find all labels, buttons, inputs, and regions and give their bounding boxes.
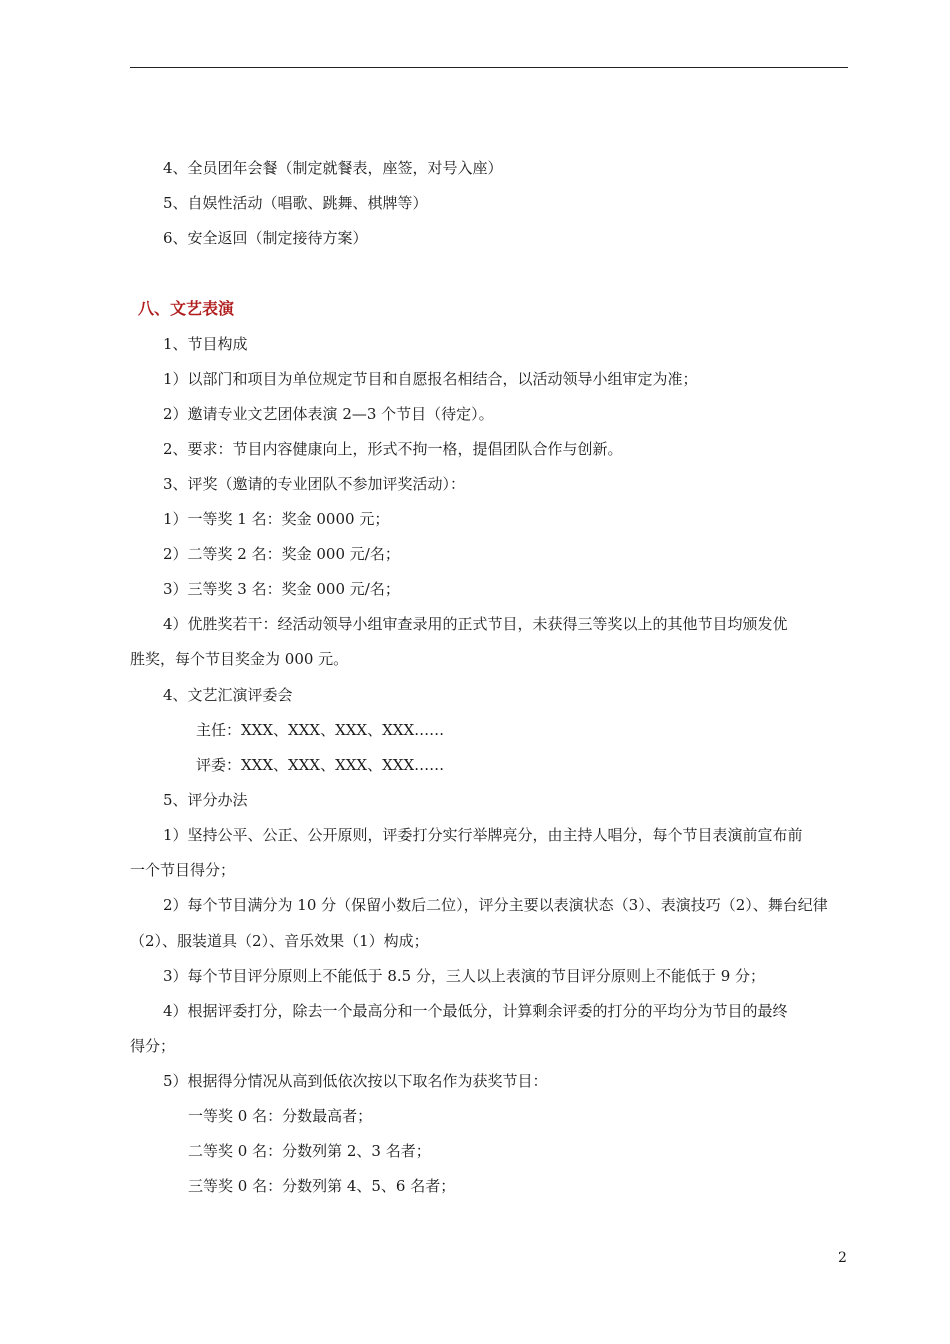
paragraph-line: 4、文艺汇演评委会 — [163, 686, 293, 704]
paragraph-line: 一等奖 0 名：分数最高者； — [188, 1107, 373, 1125]
paragraph-line: 1）坚持公平、公正、公开原则，评委打分实行举牌亮分，由主持人唱分，每个节目表演前宣布前 — [163, 826, 803, 844]
paragraph-line: 1、节目构成 — [163, 335, 248, 353]
list-item: 5、自娱性活动（唱歌、跳舞、棋牌等） — [163, 194, 428, 212]
paragraph-line: 1）以部门和项目为单位规定节目和自愿报名相结合，以活动领导小组审定为准； — [163, 370, 698, 388]
page-number: 2 — [838, 1250, 847, 1266]
list-item: 6、安全返回（制定接待方案） — [163, 229, 368, 247]
paragraph-line: 评委：XXX、XXX、XXX、XXX…… — [196, 756, 445, 774]
paragraph-line: 2、要求：节目内容健康向上，形式不拘一格，提倡团队合作与创新。 — [163, 440, 623, 458]
paragraph-line: 二等奖 0 名：分数列第 2、3 名者； — [188, 1142, 431, 1160]
paragraph-line: 一个节目得分； — [130, 861, 236, 879]
paragraph-line: （2）、服装道具（2）、音乐效果（1）构成； — [130, 932, 429, 950]
list-item: 4、全员团年会餐（制定就餐表，座签，对号入座） — [163, 159, 503, 177]
paragraph-line: 1）一等奖 1 名：奖金 0000 元； — [163, 510, 390, 528]
paragraph-line: 5、评分办法 — [163, 791, 248, 809]
paragraph-line: 3、评奖（邀请的专业团队不参加评奖活动）： — [163, 475, 466, 493]
header-rule — [130, 67, 848, 68]
section-heading: 八、文艺表演 — [138, 299, 235, 318]
paragraph-line: 胜奖，每个节目奖金为 000 元。 — [130, 650, 349, 668]
paragraph-line: 2）邀请专业文艺团体表演 2—3 个节目（待定）。 — [163, 405, 494, 423]
paragraph-line: 4）根据评委打分，除去一个最高分和一个最低分，计算剩余评委的打分的平均分为节目的最终 — [163, 1002, 788, 1020]
paragraph-line: 3）三等奖 3 名：奖金 000 元/名； — [163, 580, 400, 598]
paragraph-line: 得分； — [130, 1037, 176, 1055]
paragraph-line: 3）每个节目评分原则上不能低于 8.5 分，三人以上表演的节目评分原则上不能低于 9 分； — [163, 967, 766, 985]
paragraph-line: 4）优胜奖若干：经活动领导小组审查录用的正式节目，未获得三等奖以上的其他节目均颁发优 — [163, 615, 788, 633]
paragraph-line: 2）每个节目满分为 10 分（保留小数后二位），评分主要以表演状态（3）、表演技巧（2）、舞台纪律 — [163, 896, 828, 914]
paragraph-line: 2）二等奖 2 名：奖金 000 元/名； — [163, 545, 400, 563]
paragraph-line: 主任：XXX、XXX、XXX、XXX…… — [196, 721, 445, 739]
paragraph-line: 三等奖 0 名：分数列第 4、5、6 名者； — [188, 1177, 456, 1195]
paragraph-line: 5）根据得分情况从高到低依次按以下取名作为获奖节目： — [163, 1072, 548, 1090]
